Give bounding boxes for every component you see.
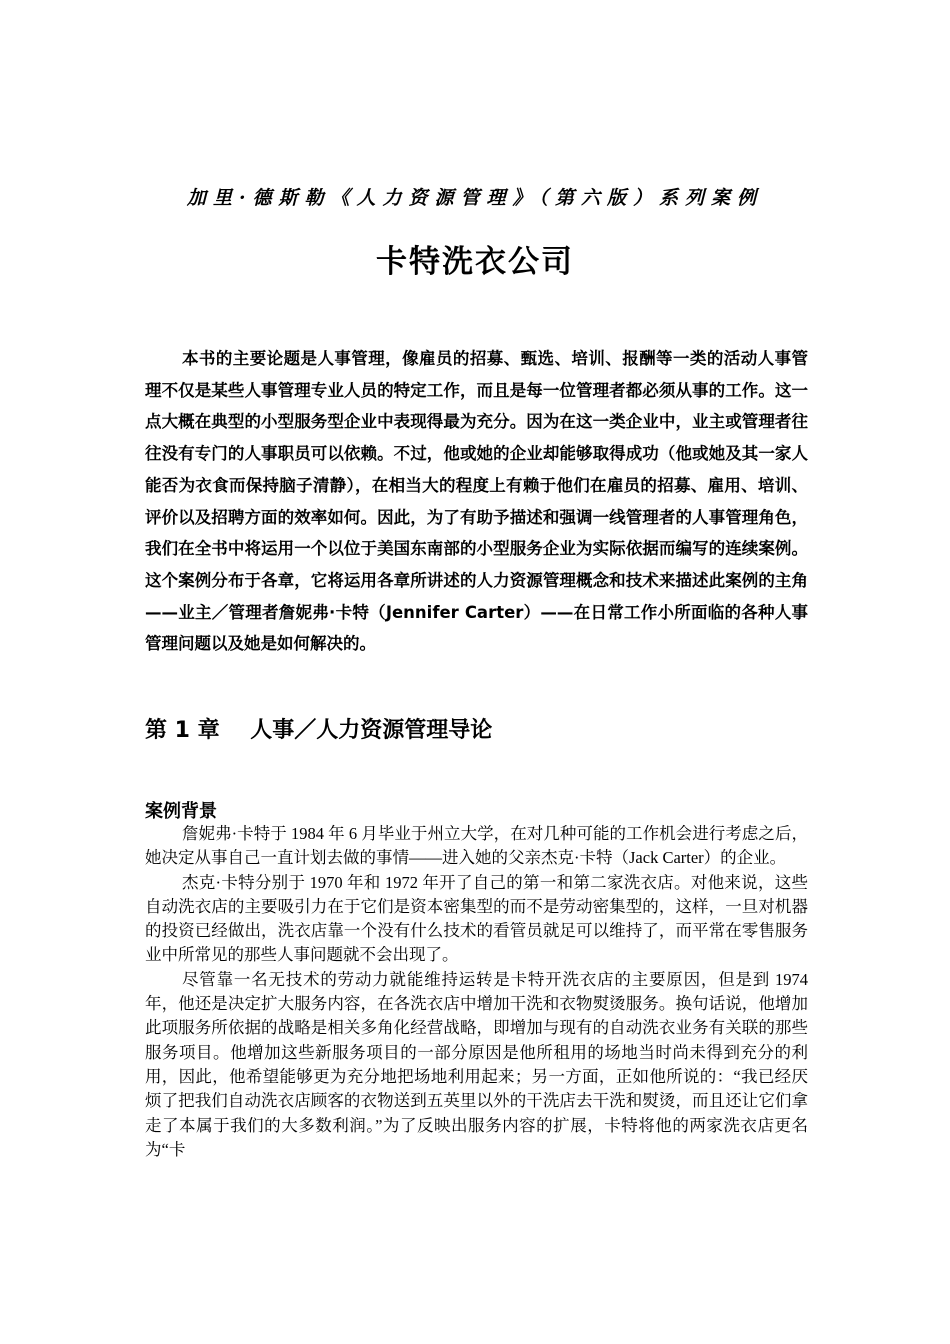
series-subtitle: 加里·德斯勒《人力资源管理》（第六版）系列案例 (186, 187, 764, 209)
body-paragraph: 杰克·卡特分别于 1970 年和 1972 年开了自己的第一和第二家洗衣店。对他来说，这些自动洗衣店的主要吸引力在于它们是资本密集型的而不是劳动密集型的，这样，一旦对机器的投资已经做出，洗衣店靠一个没有什么技术的看管员就足可以维持了，而平常在零售服务业中所常见的那些人事问题就不会出现了。 (145, 872, 808, 965)
intro-paragraph: 本书的主要论题是人事管理，像雇员的招募、甄选、培训、报酬等一类的活动人事管理不仅是某些人事管理专业人员的特定工作，而且是每一位管理者都必须从事的工作。这一点大概在典型的小型服务型企业中表现得最为充分。因为在这一类企业中，业主或管理者往往没有专门的人事职员可以依赖。不过，他或她的企业却能够取得成功（他或她及其一家人能否为衣食而保持脑子清静），在相当大的程度上有赖于他们在雇员的招募、雇用、培训、评价以及招聘方面的效率如何。因此，为了有助予描述和强调一线管理者的人事管理角色，我们在全书中将运用一个以位于美国东南部的小型服务企业为实际依据而编写的连续案例。这个案例分布于各章，它将运用各章所讲述的人力资源管理概念和技术来描述此案例的主角——业主／管理者詹妮弗·卡特（Jennifer Carter）——在日常工作小所面临的各种人事管理问题以及她是如何解决的。 (145, 349, 808, 654)
body-paragraph: 尽管靠一名无技术的劳动力就能维持运转是卡特开洗衣店的主要原因，但是到 1974 年，他还是决定扩大服务内容，在各洗衣店中增加干洗和衣物熨烫服务。换句话说，他增加此项服务所依据的战略是相关多角化经营战略，即增加与现有的自动洗衣业务有关联的那些服务项目。他增加这些新服务项目的一部分原因是他所租用的场地当时尚未得到充分的利用，因此，他希望能够更为充分地把场地利用起来；另一方面，正如他所说的：“我已经厌烦了把我们自动洗衣店顾客的衣物送到五英里以外的干洗店去干洗和熨烫，而且还让它们拿走了本属于我们的大多数利润。”为了反映出服务内容的扩展，卡特将他的两家洗衣店更名为“卡 (145, 969, 808, 1159)
chapter-heading: 第 1 章 人事／人力资源管理导论 (145, 718, 493, 743)
section-heading: 案例背景 (145, 801, 217, 822)
chapter-body (145, 822, 808, 1162)
page-title: 卡特洗衣公司 (376, 244, 574, 280)
body-paragraph: 詹妮弗·卡特于 1984 年 6 月毕业于州立大学，在对几种可能的工作机会进行考虑之后，她决定从事自己一直计划去做的事情——进入她的父亲杰克·卡特（Jack Carter）的企业。 (145, 824, 808, 868)
